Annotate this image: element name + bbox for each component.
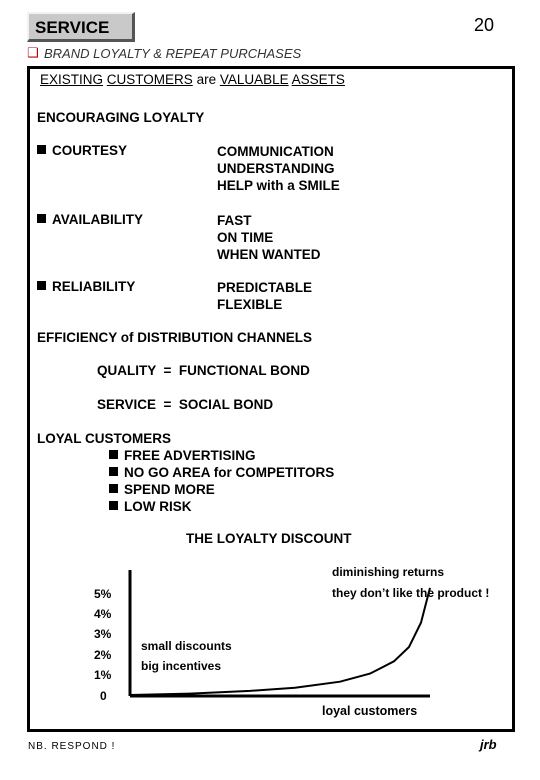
detail-line: PREDICTABLE [217, 280, 313, 295]
loyalty-item-label: RELIABILITY [52, 279, 136, 294]
annotation-dont-like: they don’t like the product ! [332, 586, 490, 600]
detail-line: COMMUNICATION [217, 144, 334, 159]
service-bond: SERVICE = SOCIAL BOND [97, 397, 274, 412]
loyalty-item-label: AVAILABILITY [52, 212, 143, 227]
efficiency-heading: EFFICIENCY of DISTRIBUTION CHANNELS [37, 330, 313, 345]
list-item: SPEND MORE [109, 481, 334, 498]
intro-are: are [196, 72, 217, 87]
detail-line: ON TIME [217, 230, 274, 245]
loyal-heading: LOYAL CUSTOMERS [37, 431, 172, 446]
intro-customers: CUSTOMERS [106, 72, 193, 87]
annotation-diminishing-returns: diminishing returns [332, 565, 445, 579]
list-item: LOW RISK [109, 498, 334, 515]
y-tick-label: 4% [94, 607, 112, 621]
detail-line: FAST [217, 213, 252, 228]
chart-title: THE LOYALTY DISCOUNT [186, 531, 352, 546]
detail-line: FLEXIBLE [217, 297, 283, 312]
y-tick-label: 2% [94, 648, 112, 662]
loyalty-item-label: COURTESY [52, 143, 128, 158]
quality-bond: QUALITY = FUNCTIONAL BOND [97, 363, 310, 378]
detail-line: WHEN WANTED [217, 247, 321, 262]
y-tick-label: 5% [94, 587, 112, 601]
y-tick-label: 1% [94, 668, 112, 682]
bullet-icon: ❑ [27, 45, 39, 60]
y-tick-label: 3% [94, 627, 112, 641]
list-item: NO GO AREA for COMPETITORS [109, 464, 334, 481]
intro-assets: ASSETS [291, 72, 345, 87]
detail-line: HELP with a SMILE [217, 178, 340, 193]
intro-valuable: VALUABLE [219, 72, 289, 87]
detail-line: UNDERSTANDING [217, 161, 335, 176]
subtitle: BRAND LOYALTY & REPEAT PURCHASES [44, 46, 302, 61]
list-item: FREE ADVERTISING [109, 447, 334, 464]
section-title: SERVICE [35, 18, 110, 37]
footer-note: NB. RESPOND ! [28, 741, 116, 752]
page-number: 20 [473, 15, 494, 35]
encouraging-heading: ENCOURAGING LOYALTY [37, 110, 205, 125]
annotation-small-discounts: small discounts [141, 639, 232, 653]
y-tick-label: 0 [100, 689, 107, 703]
annotation-big-incentives: big incentives [141, 659, 222, 673]
intro-existing: EXISTING [40, 72, 104, 87]
x-axis-label: loyal customers [322, 704, 418, 718]
author-signature: jrb [480, 737, 497, 752]
